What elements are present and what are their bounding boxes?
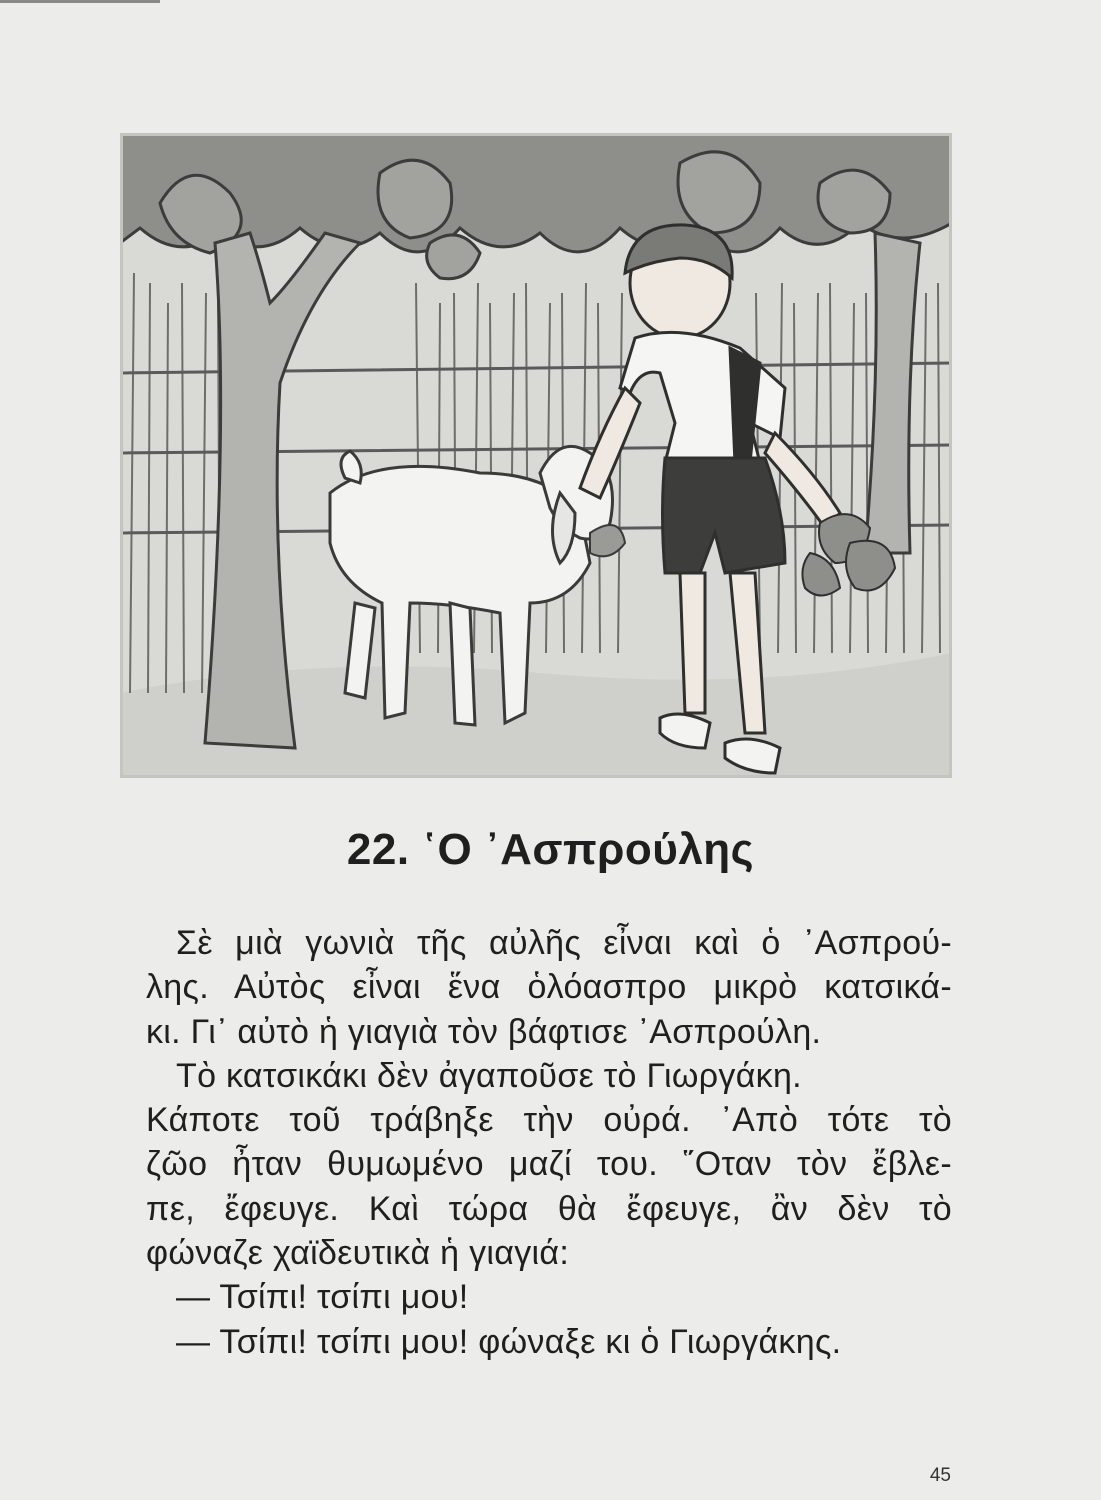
scan-edge: [0, 0, 160, 3]
chapter-title-text: ῾Ο ᾿Ασπρούλης: [422, 825, 755, 874]
dialogue-line: — Τσίπι! τσίπι μου! φώναξε κι ὁ Γιωργάκης.: [176, 1322, 842, 1361]
text-line: Σὲ μιὰ γωνιὰ τῆς αὐλῆς εἶναι καὶ ὁ ᾿Ασπρού-: [176, 924, 952, 962]
text-line: πε, ἔφευγε. Καὶ τώρα θὰ ἔφευγε, ἂν δὲν τὸ: [146, 1189, 952, 1228]
dialogue-line: — Τσίπι! τσίπι μου!: [176, 1278, 469, 1317]
illustration-boy-and-goat: [120, 133, 952, 778]
text-line: ζῶο ἦταν θυμωμένο μαζί του. ῞Οταν τὸν ἔβλε-: [146, 1145, 952, 1184]
chapter-title: [0, 818, 1101, 882]
boy-shorts: [663, 458, 786, 573]
paragraph-1: [146, 921, 966, 1054]
page-number: 45: [929, 1465, 951, 1486]
boy-leg-left: [680, 573, 705, 713]
paragraph-2: [146, 1054, 966, 1275]
text-line: Κάποτε τοῦ τράβηξε τὴν οὐρά. ᾿Απὸ τότε τὸ: [146, 1101, 952, 1140]
text-line: φώναζε χαϊδευτικὰ ἡ γιαγιά:: [146, 1234, 570, 1273]
text-line: λης. Αὐτὸς εἶναι ἕνα ὁλόασπρο μικρὸ κατσικά-: [146, 968, 952, 1007]
chapter-number: 22.: [346, 825, 410, 874]
story-text: [146, 921, 966, 1364]
text-line: κι. Γι᾿ αὐτὸ ἡ γιαγιὰ τὸν βάφτισε ᾿Ασπρούλη.: [146, 1012, 822, 1051]
text-line: Τὸ κατσικάκι δὲν ἀγαποῦσε τὸ Γιωργάκη.: [176, 1056, 802, 1095]
dialogue: [146, 1275, 966, 1364]
